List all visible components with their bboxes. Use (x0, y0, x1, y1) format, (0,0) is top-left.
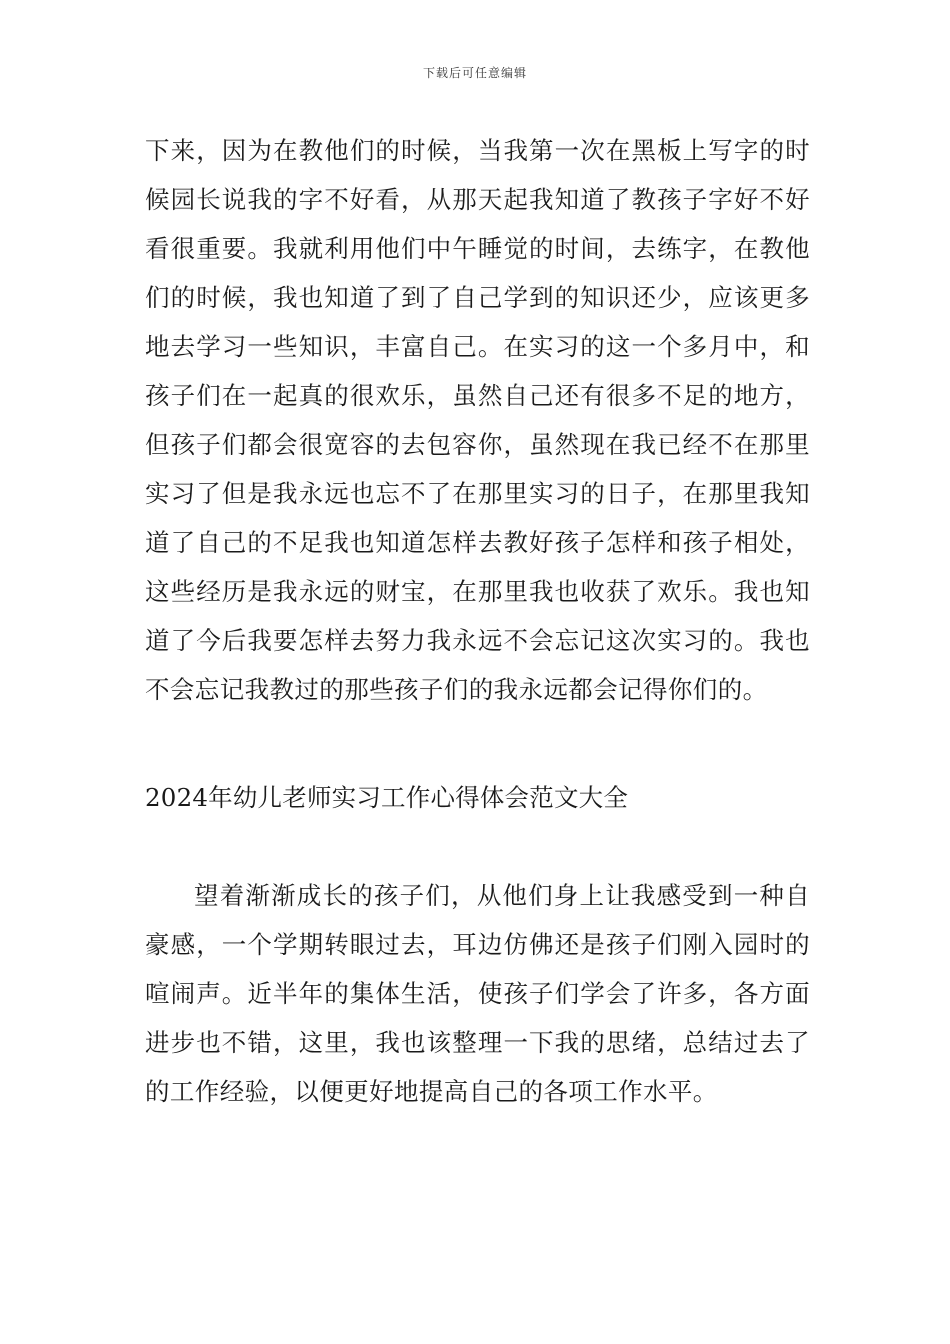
paragraph-intro: 望着渐渐成长的孩子们，从他们身上让我感受到一种自豪感，一个学期转眼过去，耳边仿佛还是孩子们刚入园时的喧闹声。近半年的集体生活，使孩子们学会了许多，各方面进步也不错，这里，我也该整理一下我的思绪，总结过去了的工作经验，以便更好地提高自己的各项工作水平。 (145, 881, 810, 1106)
section-title: 2024年幼儿老师实习工作心得体会范文大全 (145, 783, 629, 812)
header-note: 下载后可任意编辑 (422, 66, 527, 80)
document-body (145, 126, 810, 1116)
paragraph-continuation: 下来，因为在教他们的时候，当我第一次在黑板上写字的时候园长说我的字不好看，从那天起我知道了教孩子字好不好看很重要。我就利用他们中午睡觉的时间，去练字，在教他们的时候，我也知道了到了自己学到的知识还少，应该更多地去学习一些知识，丰富自己。在实习的这一个多月中，和孩子们在一起真的很欢乐，虽然自己还有很多不足的地方，但孩子们都会很宽容的去包容你，虽然现在我已经不在那里实习了但是我永远也忘不了在那里实习的日子，在那里我知道了自己的不足我也知道怎样去教好孩子怎样和孩子相处，这些经历是我永远的财宝，在那里我也收获了欢乐。我也知道了今后我要怎样去努力我永远不会忘记这次实习的。我也不会忘记我教过的那些孩子们的我永远都会记得你们的。 (145, 136, 810, 704)
